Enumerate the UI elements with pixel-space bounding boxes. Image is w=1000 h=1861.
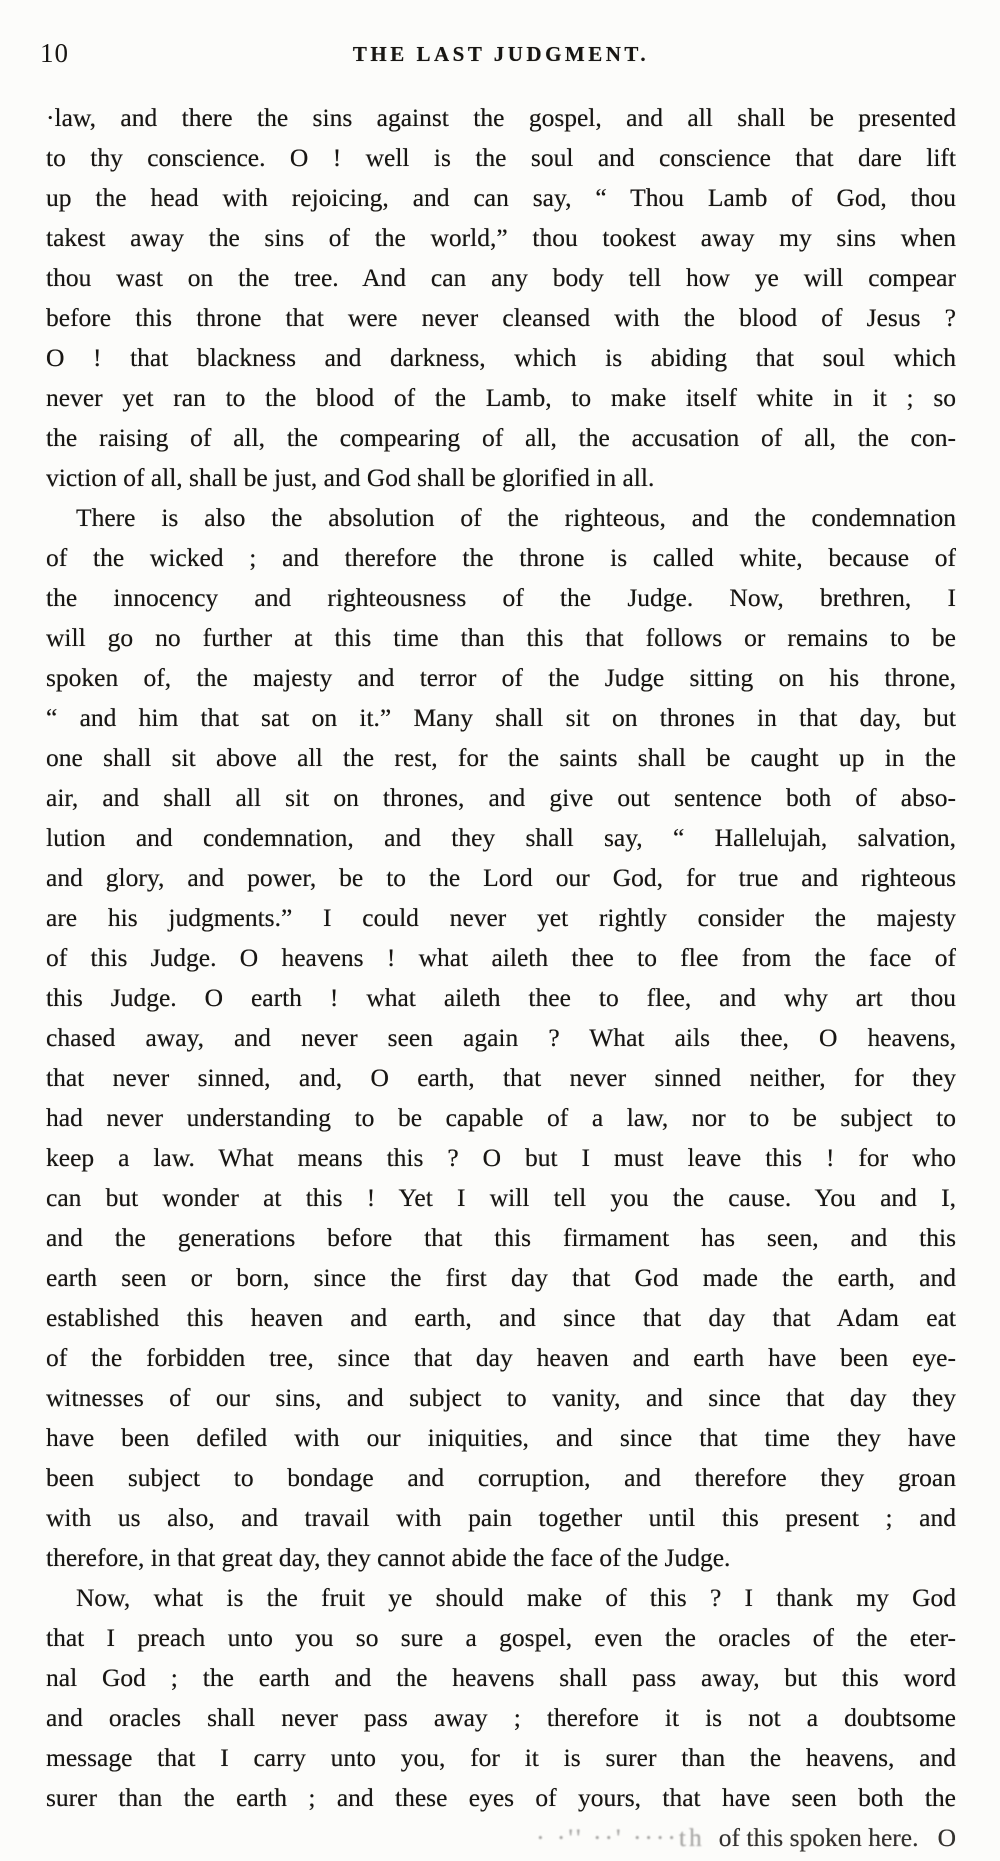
text-line: surer than the earth ; and these eyes of yours, that have seen both the [46, 1783, 956, 1812]
text-line: Now, what is the fruit ye should make of this ? I thank my God [76, 1583, 956, 1612]
paragraph [46, 98, 956, 498]
text-line: up the head with rejoicing, and can say, “ Thou Lamb of God, thou [46, 183, 956, 212]
text-line: that I preach unto you so sure a gospel, even the oracles of the eter- [46, 1623, 956, 1652]
text-line: lution and condemnation, and they shall say, “ Hallelujah, salvation, [46, 823, 956, 852]
text-line: have been defiled with our iniquities, and since that time they have [46, 1423, 956, 1452]
text-line: this Judge. O earth ! what aileth thee to flee, and why art thou [46, 983, 956, 1012]
text-line: before this throne that were never cleansed with the blood of Jesus ? [46, 303, 956, 332]
text-line: been subject to bondage and corruption, and therefore they groan [46, 1463, 956, 1492]
text-line: never yet ran to the blood of the Lamb, to make itself white in it ; so [46, 383, 956, 412]
text-line: thou wast on the tree. And can any body tell how ye will compear [46, 263, 956, 292]
text-line: that never sinned, and, O earth, that never sinned neither, for they [46, 1063, 956, 1092]
text-line: nal God ; the earth and the heavens shall pass away, but this word [46, 1663, 956, 1692]
legible-text-fragment: of this spoken here. O [718, 1823, 956, 1852]
text-line: of the wicked ; and therefore the throne is called white, because of [46, 543, 956, 572]
text-line: ·law, and there the sins against the gospel, and all shall be presented [46, 103, 956, 132]
text-line: and oracles shall never pass away ; therefore it is not a doubtsome [46, 1703, 956, 1732]
text-line: earth seen or born, since the first day that God made the earth, and [46, 1263, 956, 1292]
text-line: one shall sit above all the rest, for the saints shall be caught up in the [46, 743, 956, 772]
text-line: and glory, and power, be to the Lord our God, for true and righteous [46, 863, 956, 892]
text-line: established this heaven and earth, and since that day that Adam eat [46, 1303, 956, 1332]
page-number: 10 [40, 38, 69, 68]
faded-text-fragment: · ·'' ··' ····th [536, 1823, 705, 1852]
text-line: message that I carry unto you, for it is surer than the heavens, and [46, 1743, 956, 1772]
text-line: will go no further at this time than this that follows or remains to be [46, 623, 956, 652]
text-line: viction of all, shall be just, and God shall be glorified in all. [46, 463, 655, 492]
text-line: air, and shall all sit on thrones, and give out sentence both of abso- [46, 783, 956, 812]
text-line: and the generations before that this firmament has seen, and this [46, 1223, 956, 1252]
text-line: of this Judge. O heavens ! what aileth thee to flee from the face of [46, 943, 956, 972]
text-line: takest away the sins of the world,” thou tookest away my sins when [46, 223, 956, 252]
page-body [46, 98, 956, 1858]
text-line: can but wonder at this ! Yet I will tell you the cause. You and I, [46, 1183, 956, 1212]
text-line: chased away, and never seen again ? What ails thee, O heavens, [46, 1023, 956, 1052]
running-title: THE LAST JUDGMENT. [352, 42, 650, 66]
text-line: to thy conscience. O ! well is the soul and conscience that dare lift [46, 143, 956, 172]
text-line: O ! that blackness and darkness, which is abiding that soul which [46, 343, 956, 372]
text-line: witnesses of our sins, and subject to vanity, and since that day they [46, 1383, 956, 1412]
text-line: the raising of all, the compearing of all, the accusation of all, the con- [46, 423, 956, 452]
running-head [40, 36, 956, 80]
text-line: of the forbidden tree, since that day heaven and earth have been eye- [46, 1343, 956, 1372]
text-line: therefore, in that great day, they cannot abide the face of the Judge. [46, 1543, 731, 1572]
text-line: keep a law. What means this ? O but I must leave this ! for who [46, 1143, 956, 1172]
text-line: with us also, and travail with pain together until this present ; and [46, 1503, 956, 1532]
paragraph [46, 498, 956, 1578]
text-line: had never understanding to be capable of a law, nor to be subject to [46, 1103, 956, 1132]
paragraph [46, 1578, 956, 1858]
text-line: the innocency and righteousness of the Judge. Now, brethren, I [46, 583, 956, 612]
text-line: There is also the absolution of the righteous, and the condemnation [76, 503, 956, 532]
text-line: “ and him that sat on it.” Many shall sit on thrones in that day, but [46, 703, 956, 732]
text-line: are his judgments.” I could never yet rightly consider the majesty [46, 903, 956, 932]
faded-text-line [46, 1818, 956, 1858]
text-line: spoken of, the majesty and terror of the Judge sitting on his throne, [46, 663, 956, 692]
